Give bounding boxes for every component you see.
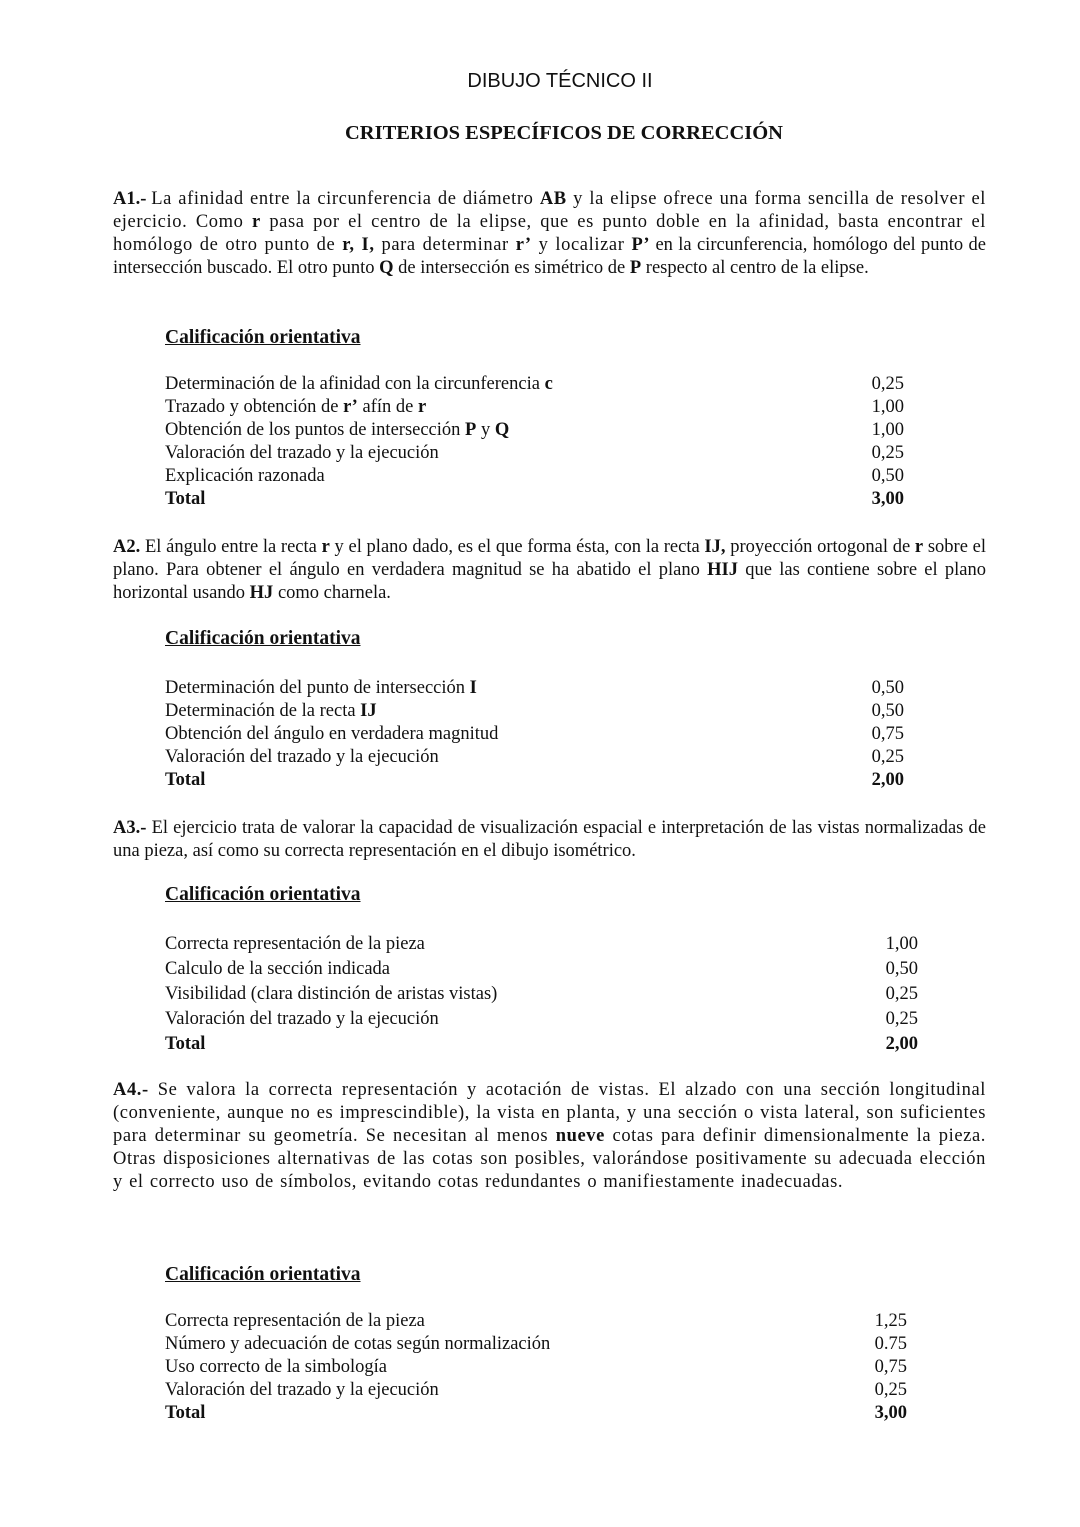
grading-row (165, 373, 904, 396)
section-a4-grading-heading: Calificación orientativa (165, 1264, 361, 1285)
section-a2-grading-heading: Calificación orientativa (165, 628, 361, 649)
criterion-score: 1,00 (871, 397, 904, 417)
grading-row (165, 419, 904, 442)
criterion-label: Calculo de la sección indicada (165, 959, 390, 979)
criterion-score: 0,50 (871, 466, 904, 486)
criterion-label: Correcta representación de la pieza (165, 934, 425, 954)
total-label: Total (165, 770, 206, 790)
grading-row (165, 932, 918, 957)
section-a4-grading-table (165, 1310, 907, 1425)
criterion-label: Visibilidad (clara distinción de aristas vistas) (165, 984, 498, 1004)
criterion-score: 0,75 (874, 1357, 907, 1377)
criterion-score: 0,50 (871, 701, 904, 721)
grading-total-row (165, 1402, 907, 1425)
criterion-score: 1,00 (871, 420, 904, 440)
criterion-label: Determinación de la afinidad con la circunferencia c (165, 374, 553, 394)
criterion-score: 0,25 (871, 443, 904, 463)
grading-row (165, 677, 904, 700)
criterion-score: 1,00 (885, 934, 918, 954)
criterion-label: Número y adecuación de cotas según normalización (165, 1334, 551, 1354)
criterion-label: Uso correcto de la simbología (165, 1357, 387, 1377)
criterion-score: 1,25 (874, 1311, 907, 1331)
grading-row (165, 396, 904, 419)
grading-row (165, 465, 904, 488)
criterion-label: Valoración del trazado y la ejecución (165, 1009, 439, 1029)
section-a2-grading-table (165, 677, 904, 792)
criterion-score: 0,25 (885, 984, 918, 1004)
grading-total-row (165, 1032, 918, 1057)
total-value: 3,00 (871, 489, 904, 509)
total-label: Total (165, 1034, 206, 1054)
total-value: 2,00 (885, 1034, 918, 1054)
criterion-score: 0,25 (871, 374, 904, 394)
criterion-score: 0,25 (874, 1380, 907, 1400)
criterion-label: Valoración del trazado y la ejecución (165, 1380, 439, 1400)
grading-row (165, 1310, 907, 1333)
total-value: 3,00 (874, 1403, 907, 1423)
criterion-score: 0.75 (874, 1334, 907, 1354)
grading-total-row (165, 769, 904, 792)
grading-row (165, 700, 904, 723)
criterion-label: Valoración del trazado y la ejecución (165, 443, 439, 463)
section-a2-paragraph: A2. El ángulo entre la recta r y el plano dado, es el que forma ésta, con la recta IJ, proyección ortogonal de r sobre el plano. Para obtener el ángulo en verdadera magnitud se ha abatido el plano HIJ que las contiene sobre el plano horizontal usando HJ como charnela. (113, 537, 986, 603)
grading-total-row (165, 488, 904, 511)
criterion-score: 0,50 (885, 959, 918, 979)
grading-row (165, 982, 918, 1007)
criterion-label: Explicación razonada (165, 466, 325, 486)
grading-row (165, 746, 904, 769)
document-title: CRITERIOS ESPECÍFICOS DE CORRECCIÓN (345, 122, 783, 144)
section-a3-paragraph: A3.- El ejercicio trata de valorar la capacidad de visualización espacial e interpretación de las vistas normalizadas de una pieza, así como su correcta representación en el dibujo isométrico. (113, 818, 986, 861)
total-label: Total (165, 1403, 206, 1423)
grading-row (165, 442, 904, 465)
total-label: Total (165, 489, 206, 509)
grading-row (165, 1007, 918, 1032)
criterion-label: Correcta representación de la pieza (165, 1311, 425, 1331)
criterion-label: Obtención de los puntos de intersección P y Q (165, 420, 510, 440)
grading-row (165, 1356, 907, 1379)
section-a1-grading-table (165, 373, 904, 511)
grading-row (165, 723, 904, 746)
section-a1-paragraph: A1.- La afinidad entre la circunferencia de diámetro AB y la elipse ofrece una forma sencilla de resolver el ejercicio. Como r pasa por el centro de la elipse, que es punto doble en la afinidad, basta encontrar el homólogo de otro punto de r, I, para determinar r’ y localizar P’ en la circunferencia, homólogo del punto de intersección buscado. El otro punto Q de intersección es simétrico de P respecto al centro de la elipse. (113, 189, 987, 278)
criterion-label: Obtención del ángulo en verdadera magnitud (165, 724, 499, 744)
criterion-score: 0,25 (871, 747, 904, 767)
criterion-label: Valoración del trazado y la ejecución (165, 747, 439, 767)
section-a1-grading-heading: Calificación orientativa (165, 327, 361, 348)
section-a3-grading-table (165, 932, 918, 1057)
subject-title: DIBUJO TÉCNICO II (467, 70, 653, 92)
criterion-label: Trazado y obtención de r’ afín de r (165, 397, 427, 417)
criterion-label: Determinación del punto de intersección I (165, 678, 477, 698)
total-value: 2,00 (871, 770, 904, 790)
section-a3-grading-heading: Calificación orientativa (165, 884, 361, 905)
grading-row (165, 1333, 907, 1356)
criterion-score: 0,25 (885, 1009, 918, 1029)
criterion-score: 0,75 (871, 724, 904, 744)
grading-row (165, 957, 918, 982)
grading-row (165, 1379, 907, 1402)
section-a4-paragraph: A4.- Se valora la correcta representación y acotación de vistas. El alzado con una sección longitudinal (conveniente, aunque no es imprescindible), la vista en planta, y una sección o vista lateral, son suficientes para determinar su geometría. Se necesitan al menos nueve cotas para definir dimensionalmente la pieza. Otras disposiciones alternativas de las cotas son posibles, valorándose positivamente su adecuada elección y el correcto uso de símbolos, evitando cotas redundantes o manifiestamente inadecuadas. (113, 1080, 987, 1192)
criterion-label: Determinación de la recta IJ (165, 701, 377, 721)
criterion-score: 0,50 (871, 678, 904, 698)
